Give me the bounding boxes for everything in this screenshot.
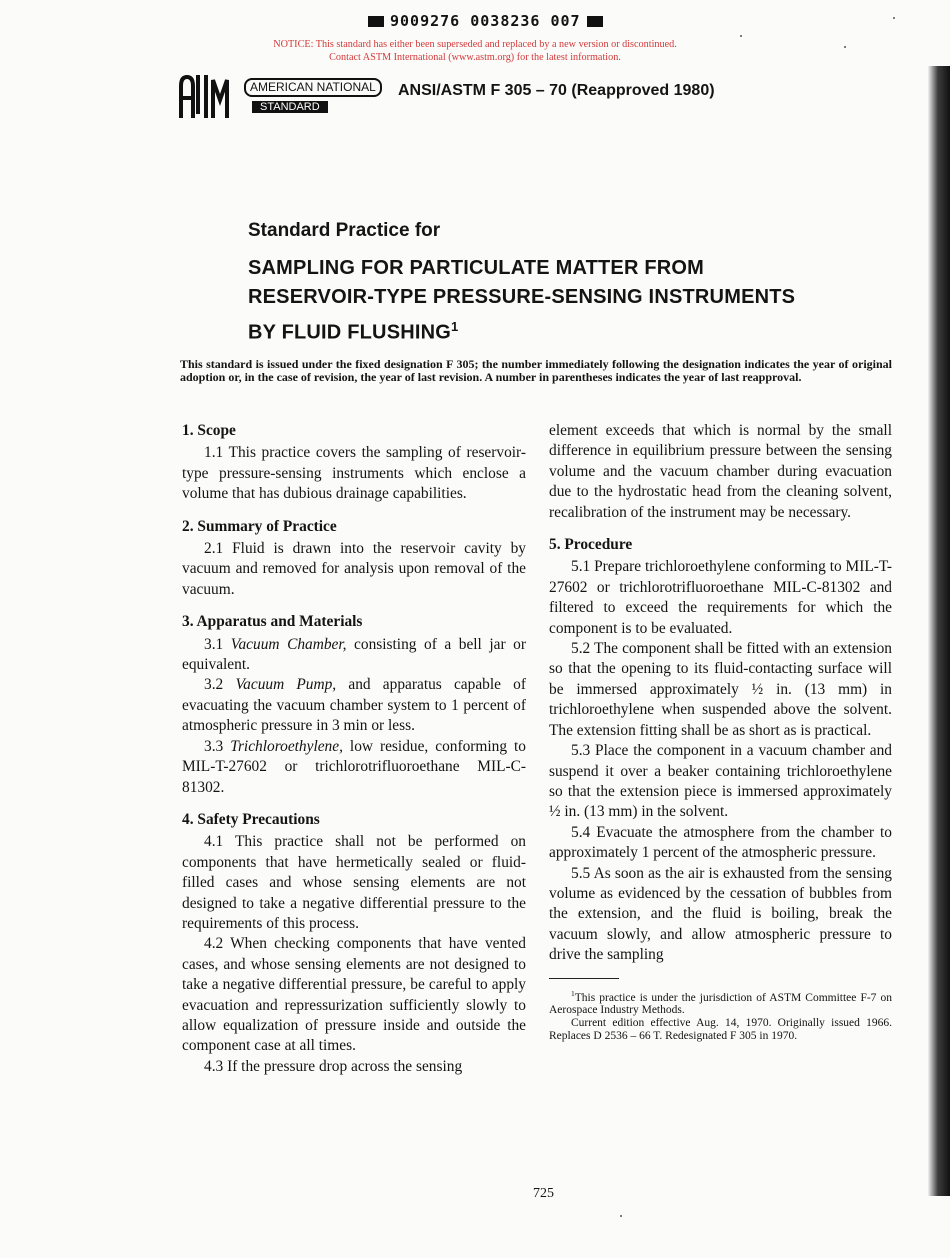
title-line-3 xyxy=(248,312,888,348)
para-3-3-term: Trichloroethylene, xyxy=(230,737,343,755)
footnote-1 xyxy=(549,987,892,1018)
para-3-3-number: 3.3 xyxy=(204,737,224,755)
scan-speck xyxy=(620,1215,622,1217)
para-3-2-number: 3.2 xyxy=(204,676,224,694)
para-3-1-number: 3.1 xyxy=(204,635,224,653)
heading-summary: 2. Summary of Practice xyxy=(182,517,337,535)
page-number: 725 xyxy=(533,1186,554,1201)
scan-speck xyxy=(740,35,742,37)
footnote-divider xyxy=(549,978,619,979)
supersession-notice xyxy=(0,38,950,64)
scan-speck xyxy=(893,17,895,19)
para-5-4: 5.4 Evacuate the atmosphere from the chamber to approximately 1 percent of the atmospheric pressure. xyxy=(549,823,892,862)
para-2-1: 2.1 Fluid is drawn into the reservoir cavity by vacuum and removed for analysis upon removal of the vacuum. xyxy=(182,540,526,598)
para-5-3: 5.3 Place the component in a vacuum chamber and suspend it over a beaker containing trichloroethylene so that the extension piece is immersed approximately ½ in. (13 mm) in the solvent. xyxy=(549,742,892,821)
footnote-mark: 1 xyxy=(571,988,575,998)
para-4-2: 4.2 When checking components that have vented cases, and whose sensing elements are not designed to take a negative differential pressure, be careful to apply evacuation and repressurization sufficiently slowly to allow equalization of pressure inside and outside the component case at all times. xyxy=(182,935,526,1055)
para-3-3 xyxy=(182,737,526,798)
title-line-2: RESERVOIR-TYPE PRESSURE-SENSING INSTRUMENTS xyxy=(248,286,796,308)
scan-edge-shadow xyxy=(928,66,950,1196)
astm-logo xyxy=(178,74,232,118)
para-3-2 xyxy=(182,675,526,736)
heading-procedure: 5. Procedure xyxy=(549,536,633,554)
para-3-2-term: Vacuum Pump, xyxy=(235,676,337,694)
para-5-2: 5.2 The component shall be fitted with an extension so that the opening to its fluid-contacting surface will be immersed approximately ½ in. (13 mm) in trichloroethylene when suspended above the solvent. The extension fitting shall be as short as is practical. xyxy=(549,640,892,739)
title-block xyxy=(248,220,888,348)
para-3-2-text: and apparatus capable of evacuating the vacuum chamber system to 1 percent of atmospheric pressure in 3 min or less. xyxy=(182,676,526,735)
scan-speck xyxy=(844,46,846,48)
para-3-1-term: Vacuum Chamber, xyxy=(230,635,347,653)
title-line-3-text: BY FLUID FLUSHING xyxy=(248,321,452,344)
para-3-3-text: low residue, conforming to MIL-T-27602 or trichlorotrifluoroethane MIL-C-81302. xyxy=(182,737,526,796)
footnote-1-text: This practice is under the jurisdiction of ASTM Committee F-7 on Aerospace Industry Methods. xyxy=(549,991,892,1017)
para-4-1: 4.1 This practice shall not be performed on components that have hermetically sealed or fluid-filled cases and whose sensing elements are not designed to take a negative differential pressure to the requirements of this process. xyxy=(182,833,526,932)
right-column xyxy=(549,421,892,1043)
notice-line-2: Contact ASTM International (www.astm.org) for the latest information. xyxy=(329,52,621,63)
barcode-number: 9009276 0038236 007 xyxy=(390,12,581,30)
para-4-3-continued: element exceeds that which is normal by the small difference in equilibrium pressure between the sensing volume and the vacuum chamber during evacuation due to the hydrostatic head from the cleaning solvent, recalibration of the instrument may be necessary. xyxy=(549,422,892,521)
para-3-1 xyxy=(182,635,526,676)
footnote-2: Current edition effective Aug. 14, 1970. Originally issued 1966. Replaces D 2536 – 66 T. Redesignated F 305 in 1970. xyxy=(549,1017,892,1043)
title-line-1: SAMPLING FOR PARTICULATE MATTER FROM xyxy=(248,257,705,279)
left-column xyxy=(182,421,526,1077)
heading-scope: 1. Scope xyxy=(182,422,236,439)
para-1-1: 1.1 This practice covers the sampling of reservoir-type pressure-sensing instruments which enclose a volume that has dubious drainage capabilities. xyxy=(182,444,526,503)
para-5-5: 5.5 As soon as the air is exhausted from the sensing volume as evidenced by the cessation of bubbles from the extension, and the fluid is boiling, break the vacuum slowly, and allow atmospheric pressure to drive the sampling xyxy=(549,864,892,964)
heading-apparatus: 3. Apparatus and Materials xyxy=(182,613,363,631)
issued-note: This standard is issued under the fixed designation F 305; the number immediately following the designation indicates the year of original adoption or, in the case of revision, the year of last revision. A number in parentheses indicates the year of last reapproval. xyxy=(180,357,892,384)
para-3-1-text: consisting of a bell jar or equivalent. xyxy=(182,635,526,674)
document-subtitle: Standard Practice for xyxy=(248,220,441,241)
barcode-mark-right xyxy=(587,16,603,27)
para-4-3: 4.3 If the pressure drop across the sensing xyxy=(204,1057,463,1075)
american-national-standard-badge xyxy=(244,78,382,115)
para-5-1: 5.1 Prepare trichloroethylene conforming to MIL-T-27602 or trichlorotrifluoroethane MIL-C-81302 and filtered to exceed the requirements for which the component is to be evaluated. xyxy=(549,558,892,637)
heading-safety: 4. Safety Precautions xyxy=(182,810,320,828)
barcode-mark-left xyxy=(368,16,384,27)
notice-line-1: NOTICE: This standard has either been superseded and replaced by a new version or discontinued. xyxy=(273,39,677,50)
ansi-badge-top: AMERICAN NATIONAL xyxy=(244,78,382,97)
ansi-badge-bottom: STANDARD xyxy=(252,101,328,113)
standard-designation: ANSI/ASTM F 305 – 70 (Reapproved 1980) xyxy=(398,82,715,99)
title-footnote-mark: 1 xyxy=(451,319,459,334)
document-barcode xyxy=(368,12,603,30)
